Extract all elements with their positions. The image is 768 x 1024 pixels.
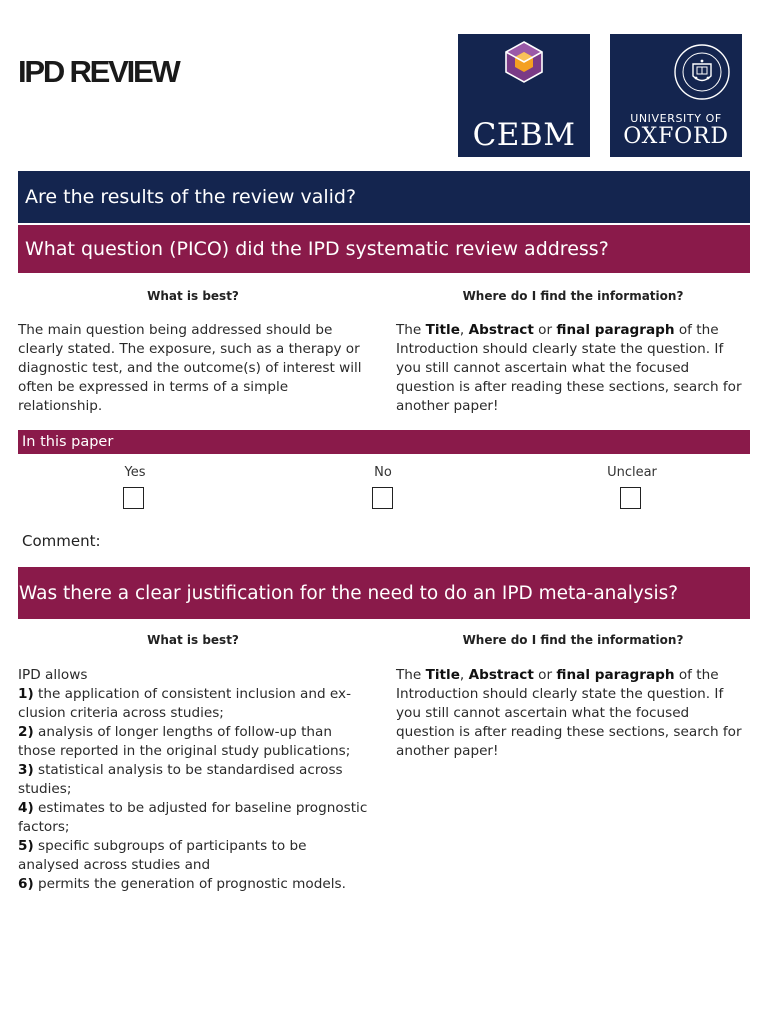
section-heading: Are the results of the review valid? xyxy=(18,171,750,223)
ipd-benefits-list xyxy=(18,666,388,894)
cebm-logo-text: CEBM xyxy=(472,117,576,153)
option-unclear-label: Unclear xyxy=(607,465,657,480)
list-item: 6) permits the generation of prognostic models. xyxy=(18,876,346,892)
in-this-paper-bar: In this paper xyxy=(18,430,750,454)
list-item: clusion criteria across studies; xyxy=(18,705,224,721)
no-checkbox[interactable] xyxy=(372,487,393,509)
list-item: those reported in the original study publications; xyxy=(18,743,351,759)
list-item: studies; xyxy=(18,781,72,797)
list-item: 2) analysis of longer lengths of follow-up than xyxy=(18,724,332,740)
page-title: IPD REVIEW xyxy=(18,54,179,89)
option-no-label: No xyxy=(374,465,392,480)
list-item: 4) estimates to be adjusted for baseline prognostic xyxy=(18,800,368,816)
ipd-allows-intro: IPD allows xyxy=(18,667,88,683)
list-item: 3) statistical analysis to be standardised across xyxy=(18,762,343,778)
comment-label: Comment: xyxy=(22,532,101,550)
where-to-find-text: The Title, Abstract or final paragraph of the Introduction should clearly state the question. If you still cannot ascertain what the focused question is after reading these sections, search for another paper! xyxy=(396,322,742,414)
cebm-cube-icon xyxy=(502,40,546,84)
question-pico-heading: What question (PICO) did the IPD systematic review address? xyxy=(18,225,750,273)
what-is-best-text: The main question being addressed should be clearly stated. The exposure, such as a therapy or diagnostic test, and the outcome(s) of interest will often be expressed in terms of a simple relationship. xyxy=(18,322,362,414)
unclear-checkbox[interactable] xyxy=(620,487,641,509)
list-item: 1) the application of consistent inclusion and ex- xyxy=(18,686,352,702)
what-is-best-heading: What is best? xyxy=(147,289,239,303)
oxford-logo-subtitle: UNIVERSITY OF xyxy=(630,112,722,125)
option-yes-label: Yes xyxy=(124,465,146,480)
list-item: analysed across studies and xyxy=(18,857,211,873)
oxford-logo xyxy=(610,34,742,157)
where-to-find-heading-2: Where do I find the information? xyxy=(462,633,684,647)
list-item: factors; xyxy=(18,819,70,835)
oxford-logo-wordmark: OXFORD xyxy=(623,124,729,149)
yes-checkbox[interactable] xyxy=(123,487,144,509)
list-item: 5) specific subgroups of participants to be xyxy=(18,838,307,854)
where-to-find-heading: Where do I find the information? xyxy=(462,289,684,303)
question-justification-heading: Was there a clear justification for the need to do an IPD meta-analysis? xyxy=(18,567,750,619)
cebm-logo xyxy=(458,34,590,157)
what-is-best-heading-2: What is best? xyxy=(147,633,239,647)
where-to-find-text-2: The Title, Abstract or final paragraph of the Introduction should clearly state the question. If you still cannot ascertain what the focused question is after reading these sections, search for another paper! xyxy=(396,667,742,759)
oxford-crest-icon xyxy=(672,42,732,104)
